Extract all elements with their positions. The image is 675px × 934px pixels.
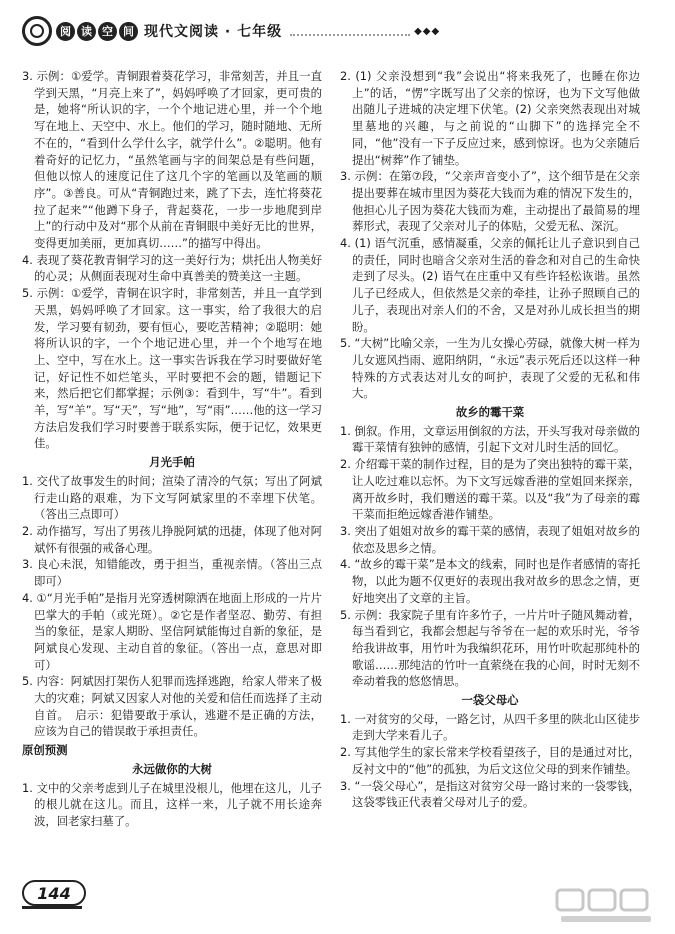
answer-item: 4. ①“月光手帕”是指月光穿透树隙洒在地面上形成的一片片巴掌大的手帕（或光斑）。②它是作者坚忍、勤劳、有担当的象征，是家人期盼、坚信阿斌能悔过自新的象征，是阿斌良心发现、主动自首的象征。（答出一点，意思对即可） — [22, 590, 322, 672]
left-column — [22, 68, 322, 830]
answer-item: 2. 动作描写，写出了男孩儿挣脱阿斌的迅捷，体现了他对阿斌怀有很强的戒备心理。 — [22, 523, 322, 555]
watermark-logo-icon — [553, 886, 663, 926]
series-badge: 阅 — [56, 22, 75, 41]
series-badge: 间 — [119, 22, 138, 41]
answer-item: 1. 倒叙。作用，文章运用倒叙的方法，开头写我对母亲做的霉干菜情有独钟的感情，引起下文对儿时生活的回忆。 — [340, 423, 640, 455]
answer-item: 2. (1) 父亲没想到“我”会说出“将来我死了，也睡在你边上”的话，“愣”字既写出了父亲的惊讶，也为下文写他做出随儿子进城的决定埋下伏笔。(2) 父亲突然表现出对城里墓地的兴趣，与之前说的“山脚下”的选择完全不同，“他”没有一下子反应过来，感到惊讶。也为父亲随后提出“树葬”作了铺垫。 — [340, 69, 640, 167]
page-header — [22, 14, 662, 48]
series-badges — [56, 22, 138, 41]
right-column — [340, 68, 640, 811]
answer-item: 2. 写其他学生的家长常来学校看望孩子，目的是通过对比，反衬文中的“他”的孤独，为后文这位父母的到来作铺垫。 — [340, 745, 640, 776]
answer-item: 4. (1) 语气沉重，感情凝重，父亲的佩托让儿子意识到自己的责任，同时也暗含父亲对生活的眷念和对自己的生命快走到了尽头。(2) 语气在庄重中又有些许轻松诙谐。虽然儿子已经成人，但依然是父亲的牵挂，让孙子照顾自己的儿子，表现出对亲人们的不舍，又是对孙儿成长担当的期盼。 — [340, 236, 640, 334]
series-badge: 读 — [77, 22, 96, 41]
answer-item: 1. 交代了故事发生的时间；渲染了清冷的气氛；写出了阿斌行走山路的艰难，为下文写阿斌家里的不幸埋下伏笔。（答出三点即可） — [22, 473, 322, 522]
answer-item: 5. 示例：我家院子里有许多竹子，一片片叶子随风舞动着，每当看到它，我都会想起与爷爷在一起的欢乐时光，爷爷给我讲故事，用竹叶为我编织花环，用竹叶吹起那纯朴的歌谣……那纯洁的竹叶一直萦绕在我的心间，时时无刻不牵动着我的悠悠情思。 — [340, 607, 640, 689]
answer-item: 4. 表现了葵花教青铜学习的这一美好行为；烘托出人物美好的心灵；从侧面表现对生命中真善美的赞美这一主题。 — [22, 252, 322, 284]
header-diamonds: ◆◆◆ — [414, 25, 441, 37]
section-title: 一袋父母心 — [461, 693, 519, 708]
header-title: 现代文阅读 · 七年级 — [144, 24, 283, 40]
answer-item: 4. “故乡的霉干菜”是本文的线索，同时也是作者感情的寄托物，以此为题不仅更好的表现出我对故乡的思念之情，更好地突出了文章的主旨。 — [340, 557, 640, 605]
series-badge: 空 — [98, 22, 117, 41]
answer-item: 5. 示例：①爱学，青铜在识字时，非常刻苦，并且一直学到天黑，妈妈呼唤了才回家。这一事实，给了我很大的启发，学习要有韧劲，要有恒心，要吃苦精神；②聪明：她将所认识的字，一个个地记进心里，并一个个地写在地上、空中，写在水上。这一事实告诉我在学习时要做好笔记，好记性不如烂笔头，平时要把不会的题，错题记下来，然后把它们都掌握；示例③：看到牛，写“牛”。看到羊，写“羊”。写“天”，写“地”，写“雨”……他的这一学习方法启发我们学习时要善于联系实际，便于记忆，效果更佳。 — [22, 286, 322, 451]
answer-item: 1. 一对贫穷的父母，一路乞讨，从四千多里的陕北山区徒步走到大学来看儿子。 — [340, 711, 640, 743]
answer-item: 5. “大树”比喻父亲，一生为儿女操心劳碌，就像大树一样为儿女遮风挡雨、遮阳纳阴，“永远”表示死后还以这样一种特殊的方式表达对儿女的呵护，表现了父爱的无私和伟大。 — [340, 336, 640, 401]
answer-item: 3. 突出了姐姐对故乡的霉干菜的感情，表现了姐姐对故乡的依恋及思乡之情。 — [340, 523, 640, 555]
section-heading: 原创预测 — [22, 743, 68, 758]
page-number: 144 — [22, 880, 86, 906]
answer-item: 3. 良心未泯，知错能改，勇于担当，重视亲情。（答出三点即可） — [22, 557, 322, 589]
answer-item: 3. 示例：在第⑦段，“父亲声音变小了”，这个细节是在父亲提出要葬在城市里因为葵花大钱而为难的情况下发生的，他担心儿子因为葵花大钱而为难，主动提出了最简易的埋葬形式，表现了父亲对儿子的体贴，父爱无私、深沉。 — [340, 169, 640, 234]
answer-item: 2. 介绍霉干菜的制作过程，目的是为了突出独特的霉干菜，让人吃过难以忘怀。为下文写远嫁香港的堂姐回来探亲，离开故乡时，我们赠送的霉干菜。以及“我”为了母亲的霉干菜而拒绝远嫁香港作铺垫。 — [340, 457, 640, 522]
header-dotted-rule — [290, 26, 410, 36]
answer-item: 5. 内容：阿斌因打架伤人犯罪而选择逃跑，给家人带来了极大的灾难；阿斌又因家人对他的关爱和信任而选择了主动自首。 启示：犯错要敢于承认，逃避不是正确的方法，应该为自己的错误敢于承担责任。 — [22, 674, 322, 739]
answer-item: 3. 示例：①爱学。青铜跟着葵花学习，非常刻苦，并且一直学到天黑，“月亮上来了”，妈妈呼唤了才回家，更可贵的是，她将“所认识的字，一个个地记进心里，并一个个地写在地上、天空中、水上。他们的学习，随时随地、无所不在的，“看到什么学什么字，就学什么”。②聪明。他有着奇好的记忆力，“虽然笔画与字的间架总是有些问题，但他以惊人的速度记住了这几个字的笔画以及笔画的顺序”。③善良。可从“青铜跑过来，跳了下去，连忙将葵花拉了起来”“他蹲下身子，背起葵花，一步一步地爬到岸上”的行动中及对“那个从前在青铜眼中美好无比的世界，变得更加美丽，更加真切……”的描写中得出。 — [22, 69, 322, 251]
answer-item: 1. 文中的父亲考虑到儿子在城里没根儿，他埋在这儿，儿子的根儿就在这儿。而且，这样一来，儿子就不用长途奔波，回老家扫墓了。 — [22, 780, 322, 828]
page-number-underline — [22, 906, 82, 909]
answer-item: 3. “一袋父母心”，是指这对贫穷父母一路讨来的一袋零钱，这袋零钱正代表着父母对儿子的爱。 — [340, 778, 640, 810]
logo-spiral-icon — [22, 16, 52, 46]
section-title: 月光手帕 — [149, 455, 195, 470]
section-title: 永远做你的大树 — [132, 761, 212, 776]
section-title: 故乡的霉干菜 — [455, 405, 525, 420]
